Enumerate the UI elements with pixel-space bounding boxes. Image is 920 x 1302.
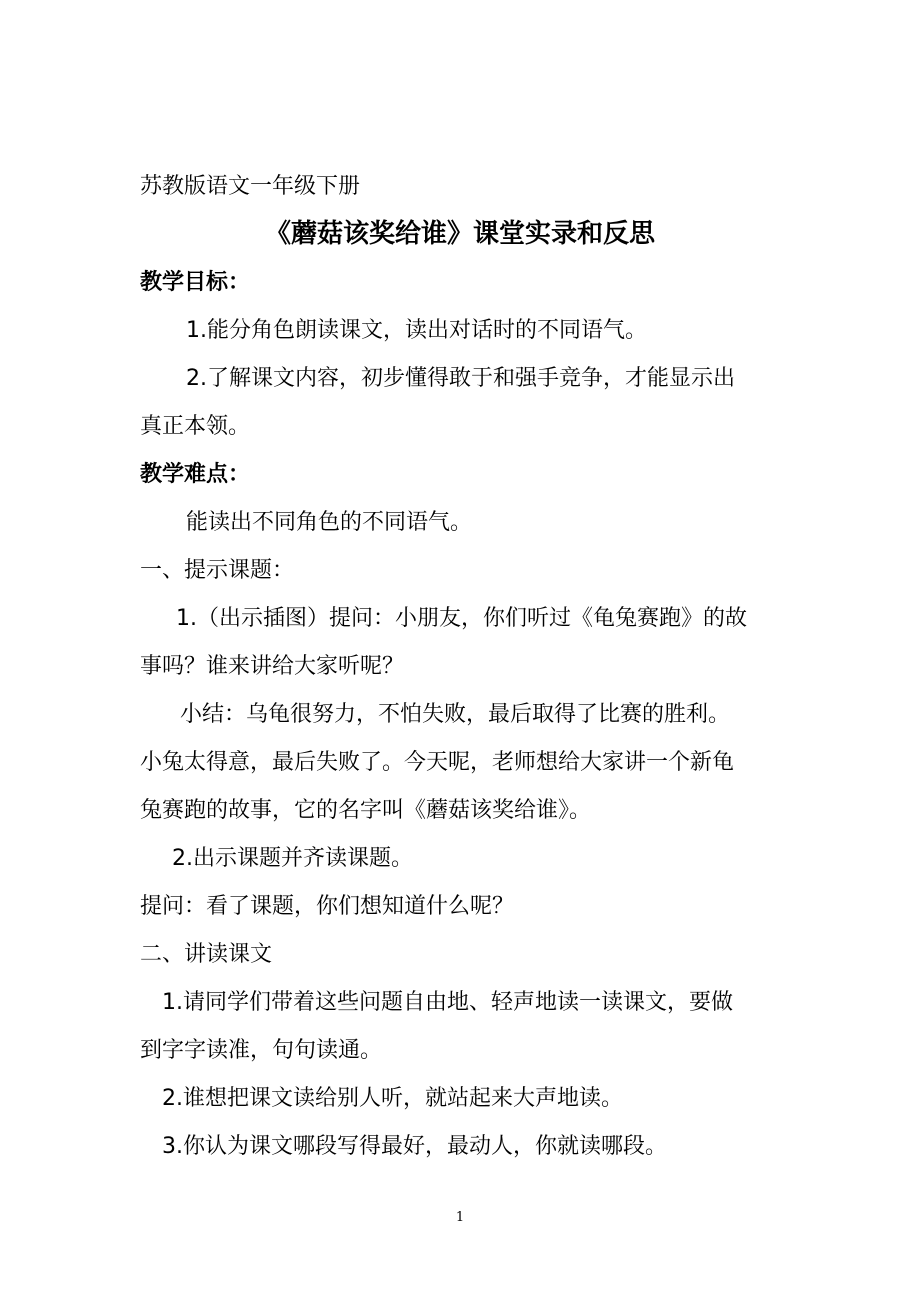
goal-2-line1: 2.了解课文内容，初步懂得敢于和强手竞争，才能显示出 <box>186 366 735 391</box>
part2-item1-line2: 到字字读准，句句读通。 <box>140 1038 383 1063</box>
goals-heading: 教学目标： <box>140 270 251 295</box>
difficulty-heading: 教学难点： <box>140 462 251 487</box>
page-number: 1 <box>455 1210 465 1225</box>
question: 提问：看了课题，你们想知道什么呢？ <box>140 894 515 919</box>
part1-item1-line1: 1.（出示插图）提问：小朋友，你们听过《龟兔赛跑》的故 <box>176 606 747 631</box>
goal-1: 1.能分角色朗读课文，读出对话时的不同语气。 <box>186 318 647 343</box>
difficulty-text: 能读出不同角色的不同语气。 <box>186 510 473 535</box>
goal-2-line2: 真正本领。 <box>140 414 251 439</box>
part2-heading: 二、讲读课文 <box>140 942 273 967</box>
part1-heading: 一、提示课题： <box>140 558 295 583</box>
part2-item3: 3.你认为课文哪段写得最好，最动人，你就读哪段。 <box>162 1134 667 1159</box>
document-subtitle: 苏教版语文一年级下册 <box>140 174 361 199</box>
part2-item1-line1: 1.请同学们带着这些问题自由地、轻声地读一读课文，要做 <box>162 990 733 1015</box>
part1-item2: 2.出示课题并齐读课题。 <box>172 846 413 871</box>
summary-line1: 小结：乌龟很努力，不怕失败，最后取得了比赛的胜利。 <box>180 702 731 727</box>
document-title: 《蘑菇该奖给谁》课堂实录和反思 <box>264 219 655 249</box>
part1-item1-line2: 事吗？谁来讲给大家听呢？ <box>140 654 405 679</box>
part2-item2: 2.谁想把课文读给别人听，就站起来大声地读。 <box>162 1086 623 1111</box>
summary-line3: 兔赛跑的故事，它的名字叫《蘑菇该奖给谁》。 <box>140 798 592 823</box>
summary-line2: 小兔太得意，最后失败了。今天呢，老师想给大家讲一个新龟 <box>140 750 735 775</box>
